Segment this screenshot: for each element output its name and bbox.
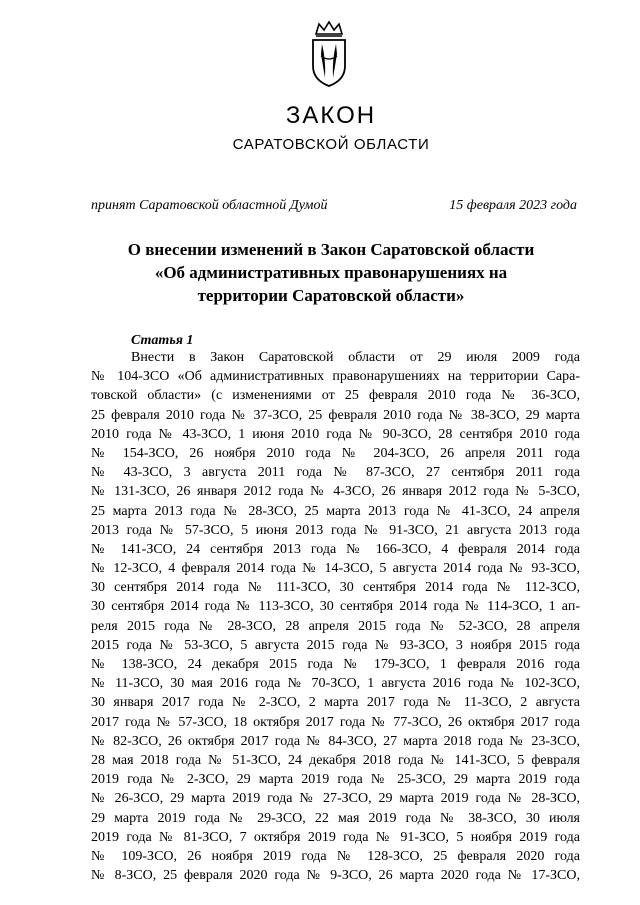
- body-line: реля 2015 года № 28-ЗСО, 28 апреля 2015 года № 52-ЗСО, 28 апреля: [91, 618, 580, 634]
- body-line: № 82-ЗСО, 26 октября 2017 года № 84-ЗСО, 27 марта 2018 года № 23-ЗСО,: [91, 733, 580, 749]
- article-body: [91, 348, 580, 885]
- body-line: № 141-ЗСО, 24 сентября 2013 года № 166-ЗСО, 4 февраля 2014 года: [91, 541, 580, 557]
- body-line: 30 января 2017 года № 2-ЗСО, 2 марта 2017 года № 11-ЗСО, 2 августа: [91, 695, 580, 711]
- body-line: 30 сентября 2014 года № 113-ЗСО, 30 сентября 2014 года № 114-ЗСО, 1 ап-: [91, 599, 580, 615]
- law-heading-line: «Об административных правонарушениях на: [154, 263, 508, 282]
- body-line: 30 сентября 2014 года № 111-ЗСО, 30 сентября 2014 года № 112-ЗСО,: [91, 580, 580, 596]
- article-label: Статья 1: [131, 333, 194, 348]
- body-line: 2013 года № 57-ЗСО, 5 июня 2013 года № 91-ЗСО, 21 августа 2013 года: [91, 522, 580, 538]
- body-line: 2015 года № 53-ЗСО, 5 августа 2015 года № 93-ЗСО, 3 ноября 2015 года: [91, 637, 580, 653]
- body-line: Внести в Закон Саратовской области от 29 июля 2009 года: [131, 350, 580, 365]
- body-line: 2010 года № 43-ЗСО, 1 июня 2010 года № 90-ЗСО, 28 сентября 2010 года: [91, 426, 580, 442]
- coat-of-arms-icon: [302, 20, 356, 90]
- body-line: № 138-ЗСО, 24 декабря 2015 года № 179-ЗСО, 1 февраля 2016 года: [91, 657, 580, 672]
- body-line: 29 марта 2019 года № 29-ЗСО, 22 мая 2019 года № 38-ЗСО, 30 июля: [91, 810, 580, 826]
- body-line: № 8-ЗСО, 25 февраля 2020 года № 9-ЗСО, 26 марта 2020 года № 17-ЗСО,: [91, 868, 580, 884]
- body-line: 28 мая 2018 года № 51-ЗСО, 24 декабря 2018 года № 141-ЗСО, 5 февраля: [91, 752, 580, 768]
- adopted-by: принят Саратовской областной Думой: [91, 198, 328, 213]
- body-line: 2017 года № 57-ЗСО, 18 октября 2017 года № 77-ЗСО, 26 октября 2017 года: [91, 714, 580, 730]
- body-line: № 26-ЗСО, 29 марта 2019 года № 27-ЗСО, 29 марта 2019 года № 28-ЗСО,: [91, 791, 580, 807]
- body-line: № 43-ЗСО, 3 августа 2011 года № 87-ЗСО, 27 сентября 2011 года: [91, 465, 580, 481]
- body-line: 25 марта 2013 года № 28-ЗСО, 25 марта 2013 года № 41-ЗСО, 24 апреля: [91, 503, 580, 519]
- body-line: 2019 года № 2-ЗСО, 29 марта 2019 года № 25-ЗСО, 29 марта 2019 года: [91, 772, 580, 788]
- adoption-row: [91, 198, 577, 214]
- body-line: № 104-ЗСО «Об административных правонарушениях на территории Сара-: [91, 369, 580, 385]
- document-title: ЗАКОН: [285, 102, 377, 129]
- law-heading: [11, 238, 640, 307]
- law-heading-line: О внесении изменений в Закон Саратовской области: [127, 240, 535, 259]
- body-line: № 109-ЗСО, 26 ноября 2019 года № 128-ЗСО, 25 февраля 2020 года: [91, 848, 580, 864]
- body-line: № 131-ЗСО, 26 января 2012 года № 4-ЗСО, 26 января 2012 года № 5-ЗСО,: [91, 484, 580, 500]
- body-line: № 12-ЗСО, 4 февраля 2014 года № 14-ЗСО, 5 августа 2014 года № 93-ЗСО,: [91, 561, 580, 577]
- body-line: 25 февраля 2010 года № 37-ЗСО, 25 февраля 2010 года № 38-ЗСО, 29 марта: [91, 407, 580, 423]
- body-line: № 11-ЗСО, 30 мая 2016 года № 70-ЗСО, 1 августа 2016 года № 102-ЗСО,: [91, 676, 580, 692]
- body-line: товской области» (с изменениями от 25 февраля 2010 года № 36-ЗСО,: [91, 388, 580, 404]
- document-subtitle: САРАТОВСКОЙ ОБЛАСТИ: [232, 136, 430, 153]
- adoption-date: 15 февраля 2023 года: [449, 198, 577, 213]
- body-line: 2019 года № 81-ЗСО, 7 октября 2019 года № 91-ЗСО, 5 ноября 2019 года: [91, 829, 580, 845]
- law-heading-line: территории Саратовской области»: [197, 286, 465, 305]
- body-line: № 154-ЗСО, 26 ноября 2010 года № 204-ЗСО, 26 апреля 2011 года: [91, 445, 580, 461]
